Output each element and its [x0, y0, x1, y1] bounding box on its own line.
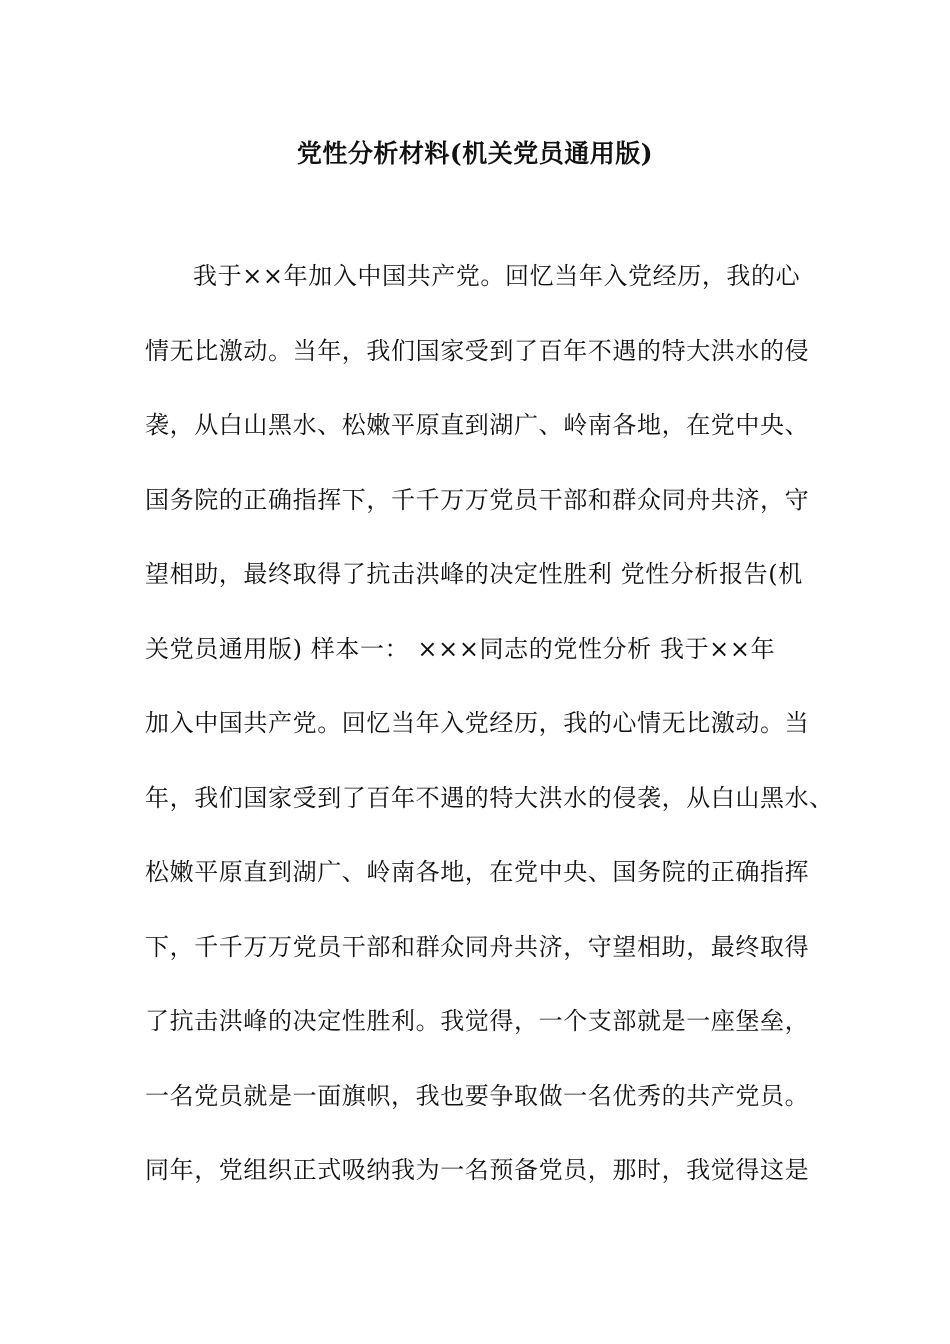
text-line: 一名党员就是一面旗帜，我也要争取做一名优秀的共产党员。	[145, 1081, 810, 1110]
text-line: 下，千千万万党员干部和群众同舟共济，守望相助，最终取得	[145, 932, 810, 961]
text-line: 松嫩平原直到湖广、岭南各地，在党中央、国务院的正确指挥	[145, 858, 810, 886]
text-line: 年，我们国家受到了百年不遇的特大洪水的侵袭，从白山黑水、	[145, 783, 834, 812]
document-title: 党性分析材料(机关党员通用版)	[296, 139, 654, 168]
text-line: 情无比激动。当年，我们国家受到了百年不遇的特大洪水的侵	[145, 336, 810, 365]
text-line: 望相助，最终取得了抗击洪峰的决定性胜利 党性分析报告(机	[145, 560, 803, 588]
text-line: 同年，党组织正式吸纳我为一名预备党员，那时，我觉得这是	[145, 1156, 810, 1184]
document-body	[145, 258, 834, 1227]
text-line: 国务院的正确指挥下，千千万万党员干部和群众同舟共济，守	[145, 485, 810, 514]
text-line: 关党员通用版) 样本一： ×××同志的党性分析 我于××年	[145, 634, 776, 663]
text-line: 袭，从白山黑水、松嫩平原直到湖广、岭南各地，在党中央、	[145, 411, 810, 439]
text-line: 了抗击洪峰的决定性胜利。我觉得，一个支部就是一座堡垒，	[145, 1007, 810, 1035]
text-line: 加入中国共产党。回忆当年入党经历，我的心情无比激动。当	[145, 709, 810, 737]
text-line: 我于××年加入中国共产党。回忆当年入党经历，我的心	[193, 262, 801, 290]
